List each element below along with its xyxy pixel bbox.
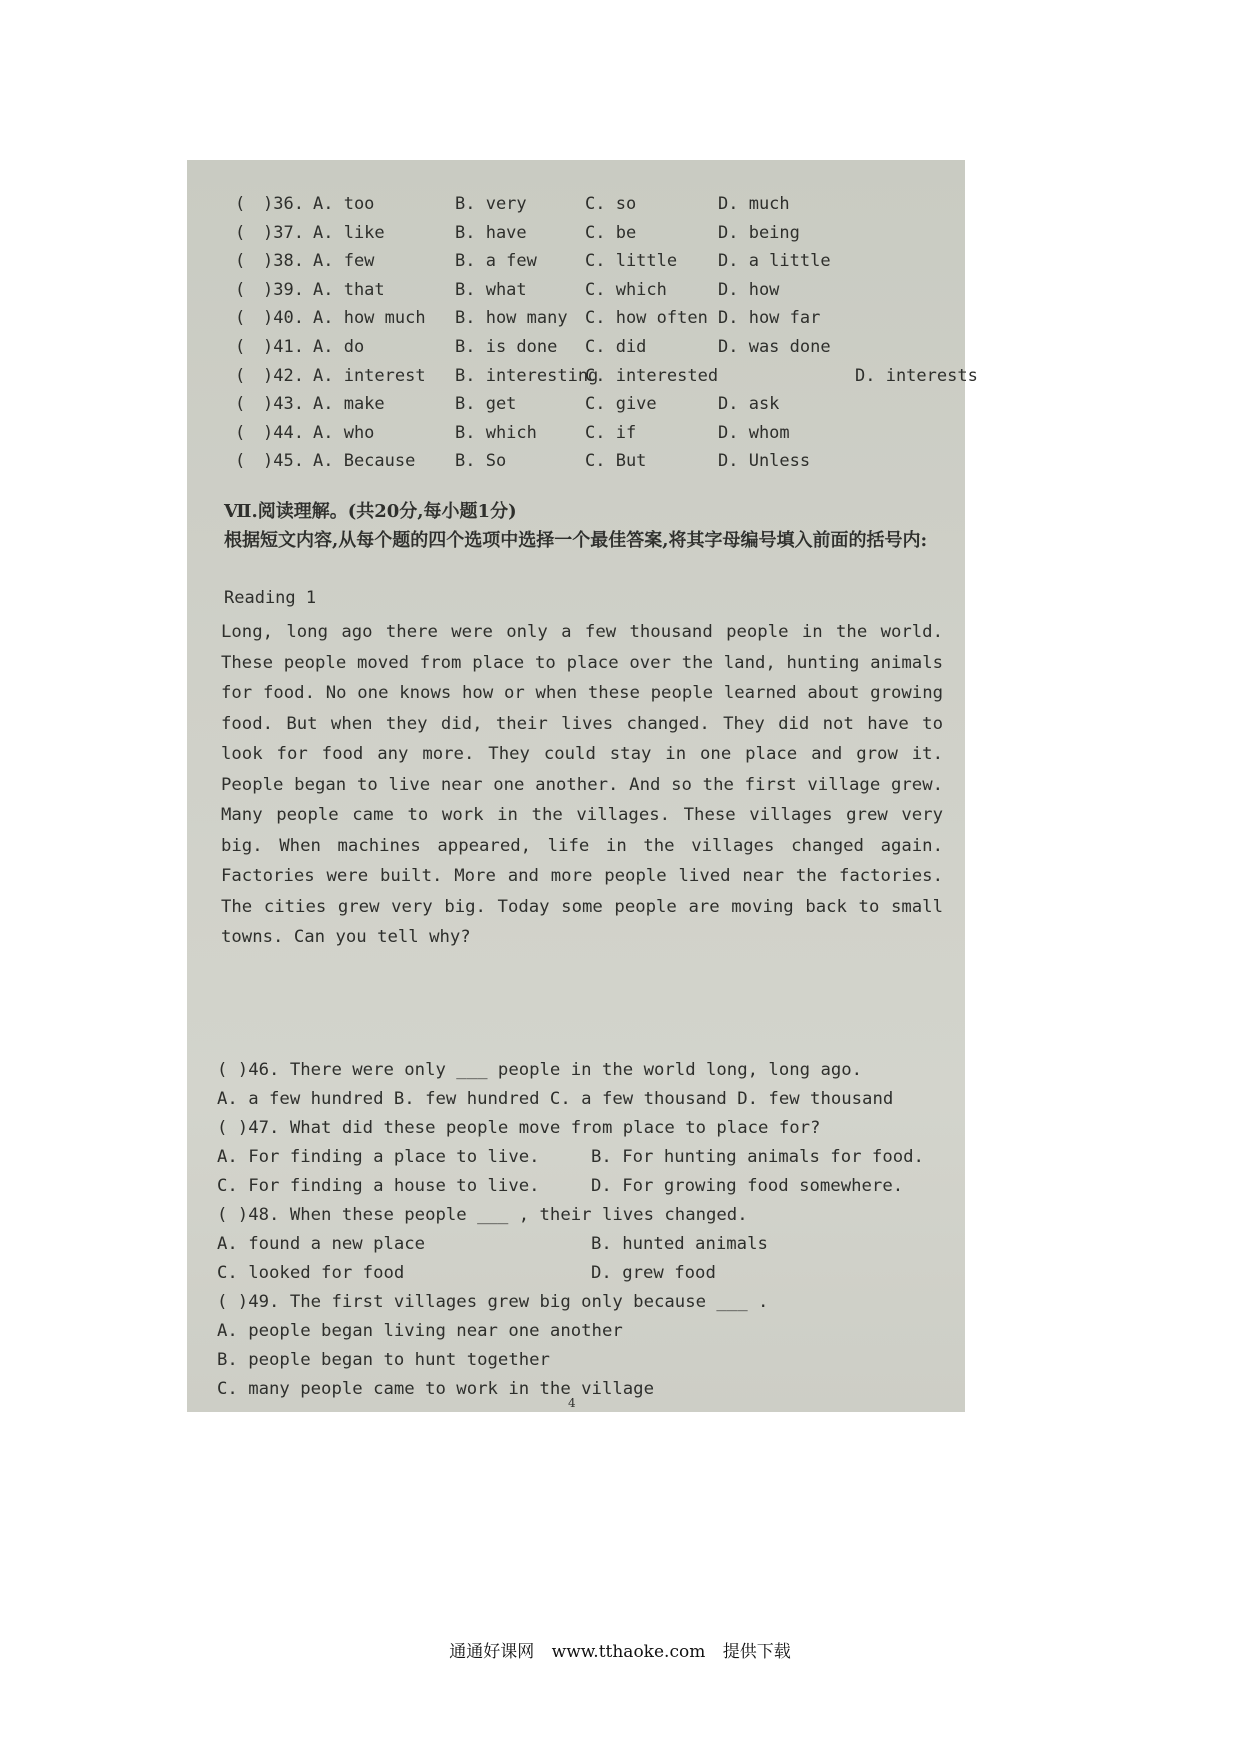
option-b: B. a few xyxy=(455,251,537,272)
option-b: B. how many xyxy=(455,308,568,329)
option-a: A. Because xyxy=(313,451,416,472)
question-47-stem: ( )47. What did these people move from place to place for? xyxy=(217,1118,821,1138)
exam-content xyxy=(187,160,978,1412)
option-a: A. like xyxy=(313,222,385,243)
footer-suffix: 提供下载 xyxy=(722,1642,791,1662)
option-c: C. give xyxy=(585,394,657,415)
option-c: C. how often xyxy=(585,308,708,329)
reading-title: Reading 1 xyxy=(224,588,317,608)
option-d: D. much xyxy=(718,194,790,214)
section-title: Ⅶ.阅读理解。(共20分,每小题1分) xyxy=(224,501,517,522)
option-a: A. make xyxy=(313,394,385,415)
option-b: B. very xyxy=(455,194,527,214)
option-c: C. But xyxy=(585,451,647,472)
question-49-option-c: C. many people came to work in the village xyxy=(217,1379,654,1399)
option-c: C. did xyxy=(585,337,647,357)
option-b: B. is done xyxy=(455,337,558,357)
instructions: 根据短文内容,从每个题的四个选项中选择一个最佳答案,将其字母编号填入前面的括号内: xyxy=(224,530,928,551)
question-48-option-a: A. found a new place xyxy=(217,1234,426,1254)
question-number: )39. xyxy=(263,279,304,300)
option-b: B. interesting xyxy=(455,365,599,386)
reading-passage: Long, long ago there were only a few thousand people in the world. These people moved from place to place over the land, hunting animals for food. No one knows how or when these people learned about growing food. But when they did, their lives changed. They did not have to look for food any more. They could stay in one place and grow it. People began to live near one another. And so the first village grew. Many people came to work in the villages. These villages grew very big. When machines appeared, life in the villages changed again. Factories were built. More and more people lived near the factories. The cities grew very big. Today some people are moving back to small towns. Can you tell why? xyxy=(221,622,943,947)
question-number: )44. xyxy=(263,422,304,443)
question-47-option-a: A. For finding a place to live. xyxy=(217,1147,540,1167)
answer-bracket: ( xyxy=(235,251,246,272)
option-c: C. be xyxy=(585,222,637,243)
option-b: B. So xyxy=(455,451,507,472)
answer-bracket: ( xyxy=(235,394,246,415)
option-b: B. have xyxy=(455,222,527,243)
question-47-option-b: B. For hunting animals for food. xyxy=(591,1147,924,1167)
question-47-option-c: C. For finding a house to live. xyxy=(217,1176,540,1196)
option-c: C. if xyxy=(585,422,637,443)
option-a: A. do xyxy=(313,337,365,357)
option-d: D. a little xyxy=(718,251,831,272)
option-d: D. being xyxy=(718,222,800,243)
question-46-stem: ( )46. There were only ___ people in the world long, long ago. xyxy=(217,1060,863,1080)
question-47-option-d: D. For growing food somewhere. xyxy=(591,1176,904,1196)
option-b: B. what xyxy=(455,279,527,300)
option-c: C. little xyxy=(585,251,678,272)
option-b: B. which xyxy=(455,422,537,443)
question-49-option-b: B. people began to hunt together xyxy=(217,1350,550,1370)
answer-bracket: ( xyxy=(235,194,246,214)
option-d: D. Unless xyxy=(718,451,811,472)
answer-bracket: ( xyxy=(235,308,246,329)
question-49-option-a: A. people began living near one another xyxy=(217,1321,623,1341)
option-d: D. how far xyxy=(718,308,821,329)
question-number: )41. xyxy=(263,337,304,357)
option-c: C. so xyxy=(585,194,637,214)
question-number: )36. xyxy=(263,194,304,214)
option-a: A. who xyxy=(313,422,375,443)
footer-credit xyxy=(0,1637,1240,1662)
question-number: )38. xyxy=(263,251,304,272)
option-c: C. interested xyxy=(585,365,719,386)
question-48-option-d: D. grew food xyxy=(591,1263,716,1283)
question-number: )42. xyxy=(263,365,304,386)
question-48-option-b: B. hunted animals xyxy=(591,1234,768,1254)
option-a: A. how much xyxy=(313,308,426,329)
option-d: D. was done xyxy=(718,337,831,357)
answer-bracket: ( xyxy=(235,279,246,300)
option-c: C. which xyxy=(585,279,667,300)
answer-bracket: ( xyxy=(235,222,246,243)
question-number: )43. xyxy=(263,394,304,415)
answer-bracket: ( xyxy=(235,365,246,386)
option-d: D. interests xyxy=(855,365,978,386)
option-b: B. get xyxy=(455,394,517,415)
answer-bracket: ( xyxy=(235,451,246,472)
option-a: A. few xyxy=(313,251,375,272)
option-a: A. that xyxy=(313,279,385,300)
scanned-page-photo xyxy=(187,160,978,1412)
question-46-options: A. a few hundred B. few hundred C. a few thousand D. few thousand xyxy=(217,1089,894,1109)
question-number: )37. xyxy=(263,222,304,243)
page-number: 4 xyxy=(568,1396,576,1410)
option-d: D. whom xyxy=(718,422,790,443)
answer-bracket: ( xyxy=(235,337,246,357)
answer-bracket: ( xyxy=(235,422,246,443)
question-number: )45. xyxy=(263,451,304,472)
question-48-option-c: C. looked for food xyxy=(217,1263,405,1283)
question-49-stem: ( )49. The first villages grew big only because ___ . xyxy=(217,1292,769,1312)
question-48-stem: ( )48. When these people ___ , their lives changed. xyxy=(217,1205,748,1225)
option-d: D. how xyxy=(718,279,780,300)
question-number: )40. xyxy=(263,308,304,329)
option-a: A. interest xyxy=(313,365,426,386)
footer-site-name: 通通好课网 xyxy=(449,1642,535,1662)
option-d: D. ask xyxy=(718,394,780,415)
option-a: A. too xyxy=(313,194,375,214)
footer-url[interactable]: www.tthaoke.com xyxy=(551,1642,706,1662)
